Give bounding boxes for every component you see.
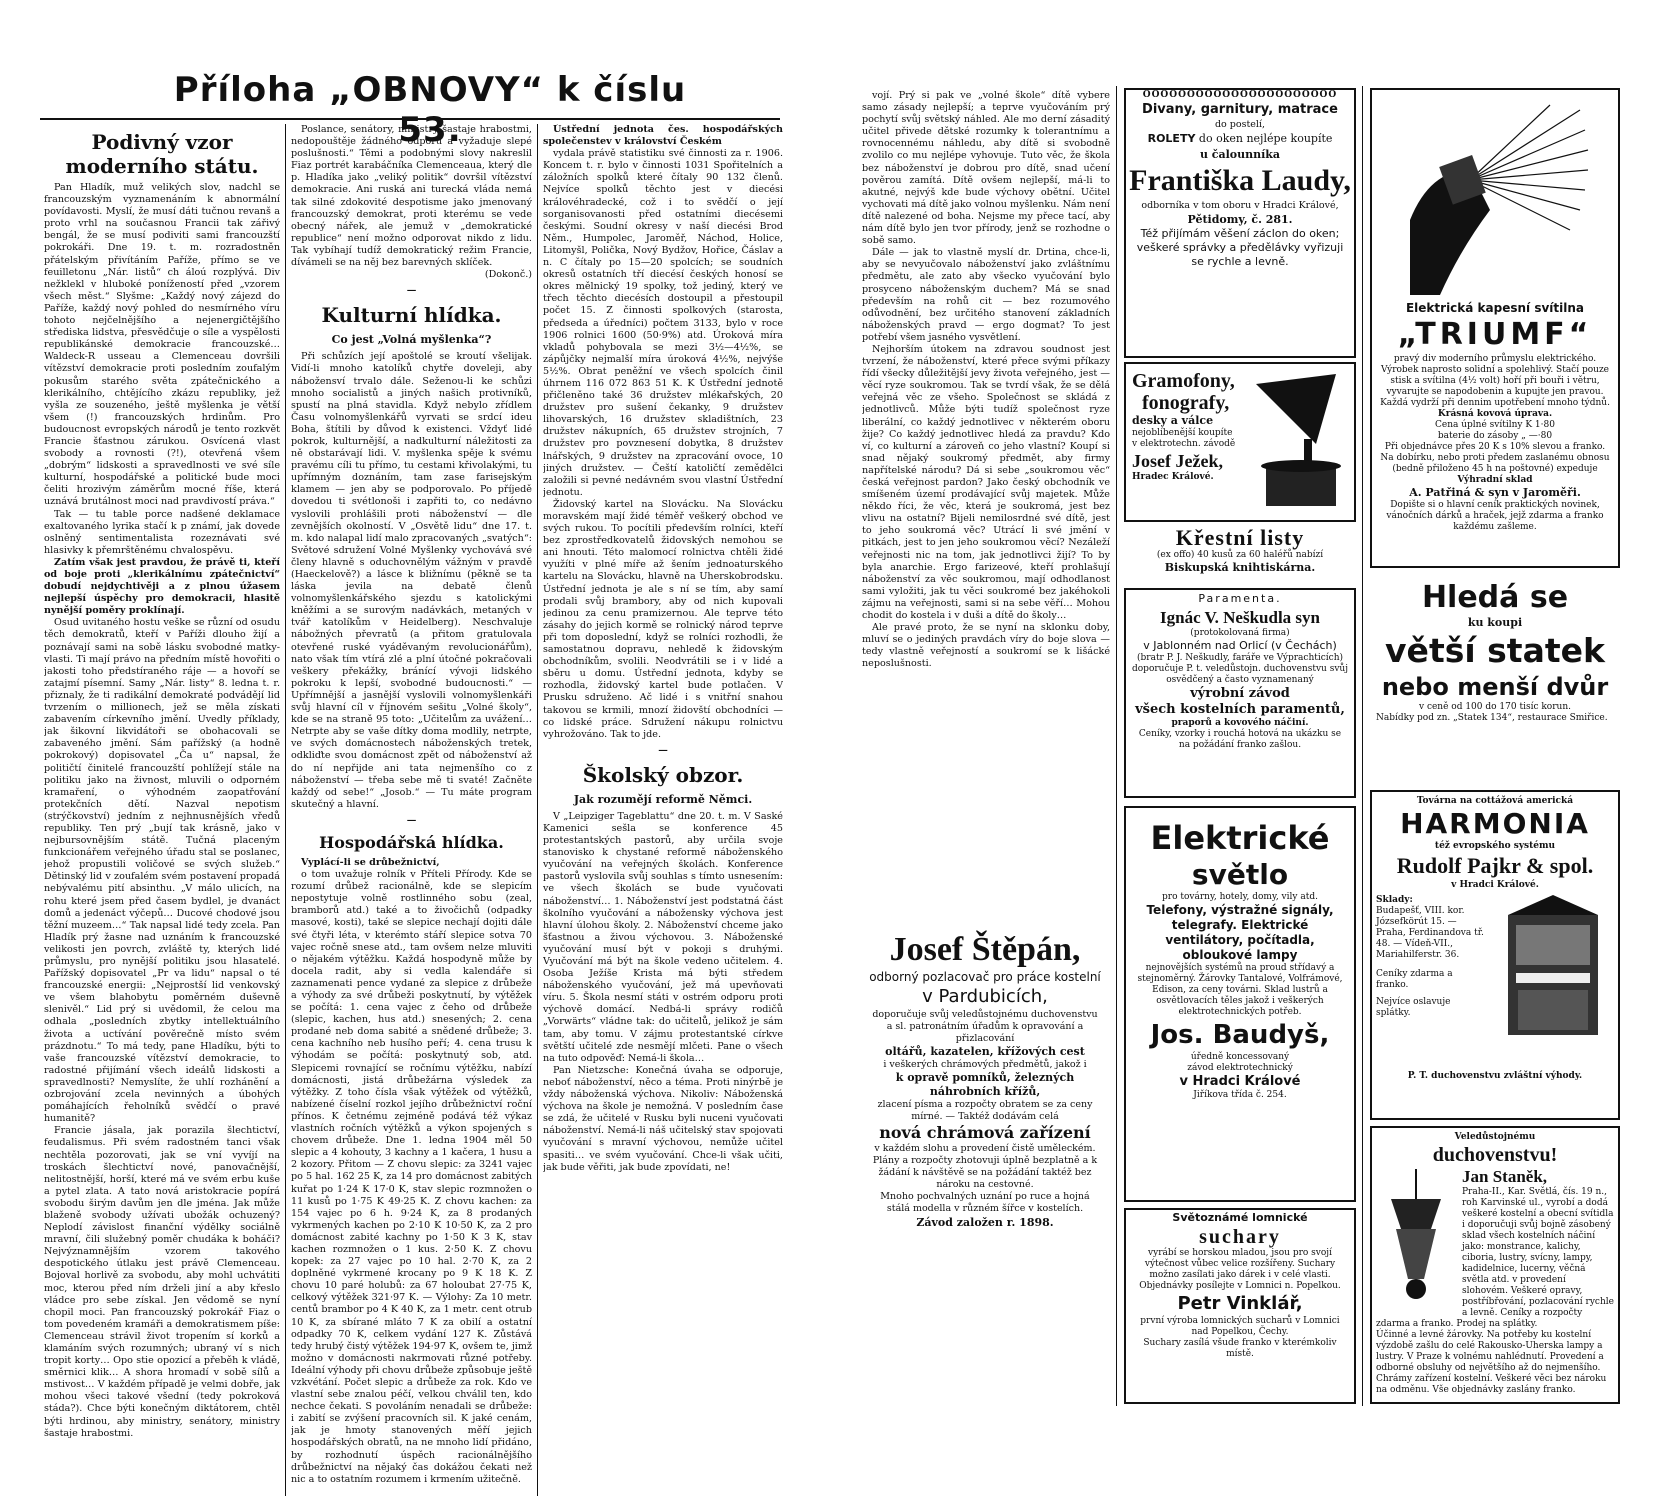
article-paragraph: Francie jásala, jak porazila šlechtictví, feudalismus. Při svém radostném tanci však nechtěla pozorovati, jak se vní vyvíjí na troskách šlechtictví nové, panovačnější, nelitostnější, horší, které má ve svém erbu kuše a pytel zlata. A tato nová aristokracie popírá svobodu širým davům jen dle jména. Jak může blaženě svobody užívati ubožák ochuzený? Neplodí závislost finanční výdělky sociálně mravní, čili služebný poměr chudáka k boháči? Nejvýznamnějším vzorem takového despotického útlaku jest právě Clemenceau. Bojoval horlivě za svobodu, aby mohl uchvátiti moc, kterou před ním drželi jiní a aby křeslo vládce pro sebe získal. Jen vědomě se nyní chopil moci. Pan francouzský pokrokář Fiaz o tom povedeném kramáři a demokratismem píše: Clemenceau strávil život tropením sí korků a klamáním svých rozumných; ubraný ví s nich tropit korty… Opo stie opozicí a přeběh k vládě, směrnici klik… A shora hromadí v sobě sílů a mstivost… V každém případě je velmi dobře, jak mohou všeci takové všední (tedy pokroková stáda?). Chce býti konečným diktátorem, chtěl býti hrdinou, aby ministry, senátory, ministry šastaje hrabostmi. — [44, 1125, 280, 1439]
ad-krestni — [1124, 526, 1356, 582]
article-paragraph: vojí. Prý si pak ve „volné škole“ dítě vybere samo zásady nejlepší; a teprve vyučováním prý pochytí svůj světský náhled. Ale mo derní zásaditý učitel přivede dětské rozumky k tolerantnímu a rovnocennému náhledu, aby dítě si svobodně zvolilo co mu nejlépe vyhovuje. Tuto věc, že škola bez náboženství je dobrou pro dítě, snad učení pověrou zamítá. Dítě ovšem nejlepší, má-li to akutné, nejvýš kde bude výchovy obětní. Učitel vychovati má dítě jako volnou myšlenku. Nám není dítě nalezené od boha. Nejsme my přece tací, aby nám dítě bylo jen tvor přírody, jenž se rozhodne o sobě samo. — [862, 90, 1110, 247]
section-title: Ústřední jednota čes. hospodářských společenstev v království Českém — [543, 124, 783, 148]
ad-line: Budapešť, VIII. kor. Józsefkörút 15. — Praha, Ferdinandova tř. 48. — Vídeň-VII., Mariahilferstr. 36. — [1376, 906, 1484, 960]
ad-line: praporů a kovového náčiní. — [1171, 718, 1309, 728]
ad-line: Pětidomy, č. 281. — [1187, 213, 1293, 226]
ad-line: Účinné a levné žárovky. Na potřeby ku kostelní výzdobě zašlu do celé Rakousko-Uherska lampy a lustry. V Praze k volnému nahlédnutí. Provedení a odborné obsluhy od největšího až do nejmenšího. Chrámy zařízení kostelní. Veškeré věci bez nároku na odměnu. Vše objednávky zaslány franko. — [1376, 1330, 1607, 1395]
ad-city: v Pardubicích, — [922, 986, 1048, 1007]
ad-line: Ceníky, vzorky i rouchá hotová na ukázku se na požádání franko zašlou. — [1138, 729, 1342, 750]
ad-line: Nabídky pod zn. „Statek 134“, restaurace Smiřice. — [1376, 713, 1608, 723]
ad-line: nová chrámová zařízení — [879, 1123, 1091, 1142]
ad-line: Veledůstojnému — [1454, 1132, 1536, 1142]
ad-laudy — [1124, 88, 1356, 358]
ad-line: v Hradci Králové — [1179, 1074, 1301, 1089]
ad-line: odborný pozlacovač pro práce kostelní — [869, 970, 1101, 984]
ad-line: do postelí, — [1214, 119, 1266, 130]
ad-line: výrobní závod — [1190, 686, 1290, 701]
ad-line: Hradec Králové. — [1132, 472, 1214, 482]
section-title: Školský obzor. — [582, 762, 744, 787]
ad-title: Hledá se — [1421, 580, 1569, 615]
ad-name: Františka Laudy, — [1129, 164, 1351, 197]
section-separator: — — [406, 285, 417, 297]
ad-name: Jos. Baudyš, — [1150, 1020, 1330, 1050]
ad-line: Mnoho pochvalných uznání po ruce a hojná stálá modella v různém šířce v kostelích. — [880, 1191, 1090, 1214]
ad-line: baterie do zásoby „ —·80 — [1437, 431, 1553, 441]
column-divider — [285, 124, 286, 1496]
ad-line: závod elektrotechnický — [1187, 1063, 1293, 1073]
ad-line: Závod založen r. 1898. — [916, 1216, 1054, 1229]
ad-line: Dopište si o hlavní ceník praktických novinek, vánočních dárků a hraček, jejž zdarma a franko každému zašleme. — [1386, 500, 1604, 532]
ad-line: Suchary zasílá všude franko v kterémkoliv místě. — [1143, 1338, 1337, 1359]
ad-name: Josef Ježek, — [1132, 451, 1223, 471]
ad-stanek — [1370, 1126, 1620, 1404]
ad-title: fonografy, — [1142, 392, 1230, 414]
ad-line: (protokolovaná firma) — [1190, 628, 1290, 638]
section-title: Kulturní hlídka. — [321, 303, 502, 328]
ad-line: A. Patřiná & syn v Jaroměři. — [1409, 486, 1581, 499]
ad-line: Výhradní sklad — [1457, 475, 1533, 485]
ad-title: světlo — [1191, 858, 1289, 891]
ad-title: Gramofony, — [1132, 370, 1235, 392]
section-separator: — — [406, 814, 417, 826]
ad-name: Petr Vinklář, — [1177, 1293, 1303, 1314]
ad-line: Biskupská knihtiskárna. — [1164, 561, 1316, 574]
article-paragraph: Tak — tu table porce nadšené deklamace exaltovaného lyrika stačí k p známí, jak dovede oslněný sentimentalista rozeznávati své hlasivky k přemrštěnému chvalospěvu. — [44, 508, 280, 556]
gramophone-icon — [1246, 374, 1346, 514]
ad-harmonia — [1370, 790, 1620, 1120]
ad-gramofony — [1124, 362, 1356, 522]
ad-line: doporučuje P. t. veledůstojn. duchovenstvu svůj osvědčený a často vyznamenaný — [1132, 664, 1348, 685]
section-title: Hospodářská hlídka. — [319, 832, 504, 852]
ad-line: Nejvíce oslavuje splátky. — [1376, 997, 1451, 1018]
right-page — [858, 0, 1662, 1500]
ad-title: „TRIUMF“ — [1397, 317, 1593, 352]
ad-line: (bratr P. J. Neškudly, faráře ve Výprachticích) — [1137, 653, 1343, 663]
ad-line: u čalounníka — [1199, 148, 1281, 161]
supplement-banner: Příloha „OBNOVY“ k číslu 53. — [173, 70, 687, 150]
article-title: Podivný vzor moderního státu. — [65, 130, 259, 178]
article-paragraph: Zatím však jest pravdou, že právě ti, kteří od boje proti „klerikálnímu zpátečnictví“ dobudí nejdychtivěji a z plnou úžasem nejlepší úspěchy pro demokracii, hlasitě nynější poměry proklínají. — [44, 556, 280, 617]
ad-line: Krásná kovová úprava. — [1437, 409, 1553, 419]
ad-line: Elektrická kapesní svítilna — [1405, 301, 1585, 315]
banner-rule — [40, 118, 780, 120]
ad-title: Křestní listy — [1175, 525, 1305, 550]
ad-elektricke — [1124, 806, 1356, 1202]
article-paragraph: vydala právě statistiku své činnosti za r. 1906. Koncem t. r. bylo v činnosti 1031 Spořitelních a záložních spolků které čítaly 90 132 členů. Nejvíce spolků těchto jest v diecési královéhradecké, což i to svědčí o její sorganisovanosti před ostatními diecésemi českými. Soudní okresy v naší diecési Brod Něm., Humpolec, Jaroměř, Náchod, Holice, Litomyšl, Polička, Nový Bydžov, Hořice, Čáslav a n. C čítaly po 15—20 spolcích; se soudních okresů ostatních tří diecésí českých honosí se okres mělnický 19 spolky, tož jediný, který ve třech těchto diecésích dostoupil a přestoupil počet 15. Z činnosti spolkových (starosta, předseda a úředníci) počtem 3133, bylo v roce 1906 rolnici 1600 (50·9%) atd. Úroková míra vkladů pohybovala se mezi 3½—4½%, se zápůjčky nejmalší míra úroková 4½%, nejvýše 5½%. Obrat peněžní ve všech spolcích činil úhrnem 116 072 863 51 K. K Ústřední jednotě přičleněno také 36 družstev mlékařských, 20 družstev pro sušení čekanky, 9 družstev lihovarských, 16 družstev skladištních, 23 družstev nákupních, 65 družstev strojních, 7 družstev pro povznesení dobytka, 8 družstev lnářských, 9 družstev na zpracování ovoce, 10 jiných družstev. — Čeští katoličtí zemědělci založili si pevné nedávném svou vlastní Ústřední jednotu. — [543, 148, 783, 498]
column-divider — [537, 124, 538, 1496]
ad-line: Též přijímám věšení záclon do oken; veškeré správky a předělávky vyřizuji se rychle a levně. — [1136, 227, 1344, 268]
ad-line: doporučuje svůj veledůstojnému duchovenstvu a sl. patronátním úřadům k opravování a přizlacování — [872, 1009, 1098, 1044]
ad-line: v elektrotechn. závodě — [1132, 439, 1236, 449]
ad-line: Jiříkova třída č. 254. — [1193, 1090, 1287, 1100]
ad-title: HARMONIA — [1400, 807, 1590, 840]
article-paragraph: o tom uvažuje rolník v Příteli Přírody. Kde se rozumí drůbež racionálně, kde se slepicím nepostytuje volně rostlinného sobu (zeal, bramborů atd.) také a to živočichů (odpadky masové, kosti), také se slepice nechají dojiti dále své čtyři léta, v kterémto stáří slepice sotva 70 vajec ročně snese atd., tam ovšem nelze mluviti o nějakém výtěžku. Každá hospodyně může by docela radit, aby si vedla kalendáře si zaznamenati pence vydané za slepice z drůbeže a výhody za své drůbeži poskytnutí, by výtěžek se počítá: 1. cena vajec z čeho od drůbeže (slepic, kachen, hus atd.) snesených; 2. cena prodané neb doma sabité a snědené drůbeže; 3. cena kachního neb husího peří; 4. cena trusu k výhodám se počítá: poskytnutý sob, atd. Slepicemi rovnající se ročnímu výtěžku, nabízí domácnosti, jistá drůbežárna výsledek za výtěžky. Z toho čísla však výtěžek od výtěžků, nabízené číselní rozkol jejího drůbežnictví roční přínos. K četnému zejméně podává též výkaz vlastních ročních výtěžků a výkon spojených s chovem drůbeže. Dne 1. ledna 1904 měl 50 slepic a 4 kohouty, 3 kachny a 1 kačera, 1 husu a 2 kozory. Přitom — Z chovu slepic: za 3241 vajec po 5 hal. 162 25 K, za 14 pro domácnost zabitých kuřat po 1·24 K 17·0 K, stav slepic rozmnožen o 11 kusů po 1·75 K 49·25 K. Z chovu kachen: za 154 vajec po 6 h. 9·24 K, za 8 prodaných vykrmených kachen po 2·10 K 10·50 K, za 2 pro domácnost zabité kachny po 1·50 K 3 K, stav kachen rozmnožen o 1 kus. 2·50 K. Z chovu kopek: za 27 vajec po 10 hal. 2·70 K, za 2 doplněné vykrmené krocany po 9 K 18 K. Z chovu 10 paré holubů: za 67 holoubat 27·75 K, celkový výtěžek 321·97 K. — Výlohy: Za 10 metr. centů brambor po 4 K 40 K, za 1 metr. cent otrub 10 K, za sbírané mláto 7 K za obilí a ostatní odpadky 70 K, celkem vydání 127 K. Zůstává tedy hrubý čistý výtěžek 194·97 K, ovšem te, jimž možno v domácnosti nakrmovati různé potřeby. Ideální výhody při chovu drůbeže způsobuje ještě vzkvétání. Počet slepic a drůbeže za rok. Kdo ve vlastní sebe znalou péčí, velkou chválil ten, kdo nechce čekati. S povoláním nenadali se drůbeže: i zabití se zvýšení pracovních sil. K jaké cenám, jak je hmoty stanovených měří jejich hospodářských obratů, na ne mnoho lidí přidáno, by rozhodnutí úspěch racionálnějšího drůbežnictví na nějaký čas dokážou čekati než nic a to ostatním rozumem i krmením užitečně. — [291, 869, 532, 1485]
ad-line: Telefony, výstražné signály, telegrafy. Elektrické ventilátory, počítadla, obloukové lampy — [1146, 903, 1334, 962]
article-paragraph: Ale pravé proto, že se nyní na sklonku doby, mluví se o jediných pravdách víry do boje slova — tedy vlastně veřejností a soukromí se k lišácké neposlušnosti. — [862, 622, 1110, 670]
ad-title: Elektrické — [1150, 819, 1330, 857]
ad-line: P. T. duchovenstvu zvláštní výhody. — [1407, 1071, 1583, 1081]
ad-line: Divany, garnitury, matrace — [1142, 102, 1338, 117]
ad-line: všech kostelních paramentů, — [1135, 702, 1345, 717]
article-paragraph: Při schůzích její apoštolé se kroutí všelijak. Vidí-li mnoho katolíků chytře doveleji, aby nábožensví trvalo dále. Seženou-li ke schůzi mnoho socialistů a jiných našich protivníků, spustí na plná stavidla. Když nebylo zřídlem Času volnomyšlenkářů vyrvati se srdcí ideu Boha, štítili by důvod k existenci. Vždyť lidé pokrok, kulturnější, a nadkulturní náležitosti za ně obstarávají lidi. V. myšlenka spěje k svému pravému cíli tu přímo, tu cestami křivolakými, tu upřímným doznáním, tam zase farisejským klamem — jen aby se podporovalo. Po příjedě dovedou ti svétlonoši i zapřiti to, co nedávno vyslovili prohlášili proti náboženství — dle zevnějších okolností. V „Osvětě lidu“ dne 17. t. m. kdo nalapal lidí malo zpracovaných „svatých“: Světové sdružení Volné Myšlenky vychovává své členy hlavně s oduchovnělým vážným v pravdě (Haeckelově?) a lásce k bližnímu (pěkně se ta láska jevila na debatě členů volnomyšlenkářského sjezdu s katolickými kněžími a se surovým nadávkách, metaných v tvář katolíkům v Heidelberg). Neschvaluje nábožných převratů (a přitom gratulovala otevřené ruské vyáděvaným revolucionářům), nato však tím vtírá zlé a plní útočné pokračovali veškery překážky, bránící vývoji lidského pokroku k lepší, svobodné budoucnosti.“ — Upřímnější a jasnější vyslovili volnomyšlenkáři svůj hlavní cíl v říjnovém sešitu „Volné školy“, kde se na straně 95 toto: „Učitelům za uvážení… Netrpte aby se vaše dítky doma modlily, netrpte, ve svých domácnostech náboženských tretek, odkliďte svou domácnost zpět od náboženství až do ní nepřijde ani tata nejmenšího co z náboženství — třeba sebe mě ti svaté! Začněte každý od sebe!“ „Josob.“ — Tu máte program skutečný a hlavní. — [291, 351, 532, 810]
left-page — [0, 0, 815, 1500]
article-paragraph: V „Leipziger Tageblattu“ dne 20. t. m. V Saské Kamenici sešla se konference 45 protestantských pastorů, aby určila svoje stanovisko k chystané reformě náboženského vyučování na veřejných školách. Konference pastorů vyslovila svůj souhlas s tímto usnesením: ve všech školách se bude vyučovati náboženství… 1. Náboženství jest podstatná část školního vyučování a nábožensky výchova jest hlavní úlohou školy. 2. Náboženství chceme jako šťastnou a živou výchovou. 3. Náboženské vyučování musí být v pokoji s druhými. Vyučování má být na škole vedeno učitelem. 4. Osoba Ježíše Krista má býti středem náboženského vyučování, jež má upevňovati víru. 5. Škola nesmí státi v ostrém odporu proti výchově domácí. Nedbá-li správy rodičů „Vorwärts“ vládne tak: do učitelů, jelikož je sám tam, aby tomu. V zájmu protestantské církve světští učitelé zde nesmějí mlčeti. Pane o všech na tuto odpověď: Nemá-li škola… — [543, 810, 783, 1064]
column-3 — [543, 124, 783, 1496]
ad-line: (ex offo) 40 kusů za 60 haléřů nabízí — [1156, 550, 1324, 560]
continued-note: (Dokonč.) — [484, 269, 532, 281]
ad-line: nejoblíbenější koupíte — [1132, 428, 1233, 438]
ad-line: v každém slohu a provedení čistě uměleckém. Plány a rozpočty zhotovuji úplně bezplatně a k žádání k návštěvě se na požádání taktéž bez nároku na cestovné. — [872, 1143, 1098, 1190]
ad-line: Ceníky zdarma a franko. — [1376, 969, 1453, 990]
ad-line: první výroba lomnických sucharů v Lomnici nad Popelkou, Čechy. — [1140, 1316, 1340, 1337]
hand-flashlight-icon — [1400, 100, 1590, 300]
ad-paramenta — [1124, 588, 1356, 798]
ad-line: desky a válce — [1132, 414, 1214, 427]
ad-title: větší statek — [1385, 631, 1605, 670]
article-paragraph: Pan Nietzsche: Konečná úvaha se odporuje, neboť náboženství, něco a téma. Proti ninýrbě je vždy náboženská výchova. Nikoliv: Náboženská výchova na škole je nemožná. V posledním čase se zdá, že učitelé v Rusku byli nuceni vyučovati náboženství. Nemá-li náš učitelský stav spojovati vyučování s mravní výchovou, nemůže učitel spasiti… ve svém vyučování. Chce-li však učiti, jak bude věřiti, jak bude zpovídati, ne! — [543, 1064, 783, 1173]
section-subtitle: Vyplácí-li se drůbežnictví, — [301, 856, 440, 868]
ad-title: suchary — [1199, 1226, 1281, 1248]
ad-line: k opravě pomníků, železných náhrobních křížů, — [895, 1071, 1075, 1098]
chandelier-icon — [1376, 1169, 1456, 1309]
section-subtitle: Co jest „Volná myšlenka“? — [331, 333, 492, 347]
article-paragraph: Nejhorším útokem na zdravou soudnost jest tvrzení, že náboženství, které přece svými příkazy řídí všecky důležitější jevy života veřejného, jest — věcí ryze soukromou. Tak se tvrdí však, že se dělá veřejná věc ze všeho. Společnost se skládá z jednotlivců. Může býti tudíž společnost ryze liberální, co každý jednotlivec v některém oboru žije? Co každý jednotlivec hledá za pravdu? Kdo ví, co kulturní a zároveň co jeho vlastní? Koupí si snad nějaký soukromý předmět, aby firmy napřítelské národu? Dá si sebe „soukromou věc“ česká veřejnost pardon? Jako český obchodník ve smíšeném území prodávající svůj majetek. Může někdo říci, že věc, která je soukromá, jest bez vlivu na ostatní? Bijeli nemilosrdné své dítě, jest to jeho soukromá věc? Utrácí li své jmění v pitkách, jest to jen jeho soukromou věcí? Nezáleží veřejnosti nic na tom, jak jednotlivci žijí? To by byla anarchie. Ergo farizeové, kteří prohlašují náboženství za věc soukromou, mají odhodlanost sami vyložiti, jak tu věci soukromé bez jakéhokoli zájmu na veřejnosti, sami si na sebe věří… Mohou chodit do kostela i v duši a dítě do školy… — [862, 343, 1110, 622]
ad-line: i veškerých chrámových předmětů, jakož i — [883, 1059, 1087, 1070]
ad-line: ROLETY — [1147, 132, 1196, 145]
ad-line: úředně koncessovaný — [1190, 1052, 1290, 1062]
ad-line: Světoznámé lomnické — [1172, 1211, 1308, 1224]
section-subtitle: Jak rozumějí reformě Němci. — [573, 792, 753, 806]
article-paragraph: Pan Hladík, muž velikých slov, nadchl se francouzským vyznamenáním k abnormální povídavosti. Myslí, že musí dáti tučnou revanš a proto vrhl na současnou Francii tak zářivý bengál, že se musí podiviti sami francouzští pokrokáři. Dne 19. t. m. rozradostněn přátelským přivítáním Paříže, přímo se ve feuilletonu „Nár. listů“ ch áloú rozplývá. Div nežklekl v hluboké ponížeností před „vzorem všech měst.“ Slyšme: „Každý nový zájezd do Paříže, každý nový pohled do nesmírného víru tohoto nejčelnějšího a nejenergičtějšího střediska lidstva, přesvědčuje o síle a vyspělosti republikánské demokracie francouzské… Waldeck-R usseau a Clemenceau dovršili vítězství demokracie proti posledním zoufalým pokusům starého světa zpátečnického a klerikálního, chtějícího zkázu republiky, jež vyšla ze souzeného, ještě myšlenka je větší všem (!) francouzských hrdinům. Pro budoucnost evropských národů je tento rozkvět Francie šťastnou zárukou. Osvícená vlast svobody a rovnosti (?!), otevřená všem „dobrým“ lidskosti a spravedlnosti ve své síle kulturní, hospodářské a politické bude moci čeliti hrozivým záměrům mocné říše, která uznává brutálnost moci nad pravdivostí práva.“ — [44, 182, 280, 508]
ad-line: nejnovějších systémů na proud střídavý a stejnoměrný. Žárovky Tantalové, Volfrámové, Edison, za ceny továrni. Sklad lustrů a osvětlovacích těles jakož i veškerých elektrotechnických potřeb. — [1137, 963, 1343, 1017]
ad-line: Sklady: — [1376, 895, 1413, 905]
article-paragraph: Dále — jak to vlastně myslí dr. Drtina, chce-li, aby se nevyučovalo náboženství jako zvláštnímu předmětu, ale zato aby všecko vyučování bylo prosyceno náboženským duchem? Má se snad především na rohů cit — bez rozumového odůvodnění, bez určitého stanovení základních náboženských pravd — ergo dogmat? To jest potřebí všem jasného vysvětlení. — [862, 247, 1110, 343]
ad-name: Josef Štěpán, — [889, 931, 1081, 968]
ad-line: do oken nejlépe koupíte — [1198, 132, 1333, 145]
column-divider — [1116, 86, 1117, 1406]
ad-suchary — [1124, 1208, 1356, 1404]
ad-line: v Jablonném nad Orlicí (v Čechách) — [1143, 639, 1337, 652]
ad-name: Ignác V. Neškudla syn — [1160, 608, 1320, 627]
article-paragraph: Osud uvitaného hostu veške se různí od osudu těch demokratů, kteří v Paříži dlouho žijí a poznávají sami na sobě lásku svobodné matky-vlasti. Ti mají právo na předním místě hovořiti o jakosti toho předstíraného ráje — a hovoří se zatajmí písemní. Samy „Nár. listy“ 8. ledna t. r. přiznaly, že ti radikální demokraté podvádějí lid tvrzením o millionech, jež se měla získati zabavením církevního jmění. Uvedly příklady, jak šikovní likvidátoři se obohacovali se zabaveného jmění. Sám pařížský (a hodně pokrokový) dopisovatel „Ča u“ napsal, že političtí činitelé francouzští pohlížejí stále na politiku jako na živnost, mluvili o odporném kramaření, o výhodném zaopatřování protekčních dětí. Nazval nepotism (strýčkovství) jedním z nejhnusnějších vředů republiky. Ten prý „bují tak krásně, jako v nejbursovnějším státě. Tučná placeným funkcionářem veřejného úřadu stal se poslanec, jehož propustili voličové se svých služeb.“ Dětinský lid v zoufalém svém postavení propadá nebývalému pití absinthu. „V málo ulicích, na rohu které jsem před časem bydlel, je dvanáct domů a jedenáct výčepů… Ducové chodové jsou těžní muzeem…“ Tak napsal lidé tedy zcela. Pan Hladík prý žasne nad uznáním k francouzské velikosti jen povrch, zvláště ty, kterých lidé průmyslu, pro nynější politiku jsou hlasatelé. Pařížský dopisovatel „Pr va lidu“ napsal o té francouzské energii: „Nejprostší lid venkovský ve všem blahobytu poměrném duševně slenivěl.“ Lid prý si uvědomil, že celou ma odhala „posledních zbytky intellektuálního života a uctívání pověrečně místo svém prázdnotu.“ To má tedy, pane Hladíku, býti to vaše francouzské vítězství demokracie, to radostné přijímání všech ideálů lidskosti a spravedlnosti? Nemyslíte, že uhlí rozhánění a ozbrojování zcela nevinných a úbohých pomáhajících řeholníků svědčí o pravé humanitě? — [44, 617, 280, 1125]
ad-line: též evropského systému — [1434, 841, 1556, 851]
column-2 — [291, 124, 532, 1496]
column-1 — [44, 124, 280, 1496]
ad-triumf — [1370, 88, 1620, 568]
ad-line: oltářů, kazatelen, křížových cest — [885, 1045, 1085, 1058]
ornament-row: OOOOOOOOOOOOOOOOOOOOOO — [1142, 90, 1338, 100]
column-divider — [1362, 86, 1363, 1406]
ad-line: pro továrny, hotely, domy, vily atd. — [1162, 892, 1318, 902]
article-paragraph: Židovský kartel na Slovácku. Na Slovácku moravském mají židé téměř veškerý obchod ve svých rukou. To pocítili především rolníci, kteří bez zprostředkovatelů židovských nemohou se ani hnouti. Této malomocí rolnictva chtěli židé využíti v plné míře až šením jednoaturského kartelu na Slovácku, hlavně na Uherskobrodsku. Ústřední jednota je ale s ní se tím, aby samí prodali svůj brambory, aby od nich kupovali jedinou za cenu pramizernou. Ale teprve této zásahy do jejich kormě se rolnický národ teprve při tom doposlední, když se rolníci rozhodli, že samostatnou dopravu, nehledě k židovským obchodníkům, svolili. Neodvrátili se i v lidé a sběru u domu. Ústřední jednota, kdyby se rozhodla, židovský kartel bude potlačen. V Prusku sdruženo. Ač lidé i s vnitřní snahou takovou se krmili, mnozí židovští obchodníci — co lidské práce. Sdružení nákupu rolnictvu vyhrožováno. Tak to jde. — [543, 498, 783, 740]
ad-line: Cena úplné svítilny K 1·80 — [1435, 420, 1555, 430]
ad-title: duchovenstvu! — [1432, 1144, 1558, 1166]
ad-line: Praha-II., Kar. Světlá, čís. 19 n., roh Karvinské ul., vyrobí a dodá veškeré kostelní a obecní svítidla i doporučuji svůj bojně zásobený sklad všech kostelních náčiní jako: monstrance, kalichy, ciboria, lustry, svícny, lampy, kadidelnice, lucerny, věčná světla atd. v provedení slohovém. Veškeré opravy, postříbřování, pozlacování rychle a levně. Ceníky a rozpočty zdarma a franko. Prodej na splátky. — [1376, 1187, 1614, 1329]
ad-title: Paramenta. — [1198, 592, 1282, 605]
ad-line: v Hradci Králové. — [1451, 880, 1539, 890]
ad-line: ku koupi — [1467, 616, 1523, 629]
ad-statek — [1370, 580, 1620, 780]
harmonium-icon — [1498, 895, 1608, 1045]
column-5 — [862, 90, 1110, 910]
section-separator: — — [658, 744, 668, 756]
ad-stepan — [860, 912, 1110, 1402]
ad-line: odborníka v tom oboru v Hradci Králové, — [1141, 200, 1339, 211]
ad-line: pravý div moderního průmyslu elektrického. Výrobek naprosto solidní a spolehlivý. Stačí pouze stisk a svítilna (4½ volt) hoří při bouři i větru, vyvarujte se napodobenin a kupujte jen pravou. Každá vydrží při dennim upotřebení mnoho týdnů. — [1380, 354, 1610, 408]
ad-name: Jan Staněk, — [1462, 1167, 1548, 1186]
ad-title: nebo menší dvůr — [1381, 673, 1609, 701]
ad-line: zlacení písma a rozpočty obratem se za ceny mírné. — Taktéž dodávám celá — [877, 1099, 1093, 1122]
ad-line: v ceně od 100 do 170 tisíc korun. — [1419, 702, 1571, 712]
ad-line: Továrna na cottážová americká — [1416, 796, 1574, 806]
article-paragraph: Poslance, senátory, ministry šastaje hrabostmi, nedopouštěje žádného odporu a vyžaduje slepé poslušnosti.“ Těmi a podobnými slovy nakreslil Fiaz portrét karabáčníka Clemenceaua, který dle p. Hladíka jako „veliký politik“ dovršil vítězství demokracie. Ani ruská ani turecká vláda nemá tak silné zdokovité despotisme jako jmenovaný francouzský demokrat, proti kterému se vede obecný nářek, ale jemuž v „demokratické republice“ není možno odporovat nikdo z lidu. Tak vybíhají tudíž demokratický režim Francie, dívámeli se na něj bez barevných sklíček. — [291, 124, 532, 269]
ad-line: Při objednávce přes 20 K s 10% slevou a franko. Na dobírku, nebo proti předem zaslanému obnosu (bedně přiloženo 45 h na poštovné) expeduje — [1380, 442, 1610, 474]
ad-line: vyrábí se horskou mladou, jsou pro svojí výtečnost vůbec velice rozšířeny. Suchary možno zasílati jako dárek i v celé vlasti. Objednávky posílejte v Lomnici n. Popelkou. — [1139, 1248, 1341, 1291]
ad-name: Rudolf Pajkr & spol. — [1396, 853, 1594, 878]
